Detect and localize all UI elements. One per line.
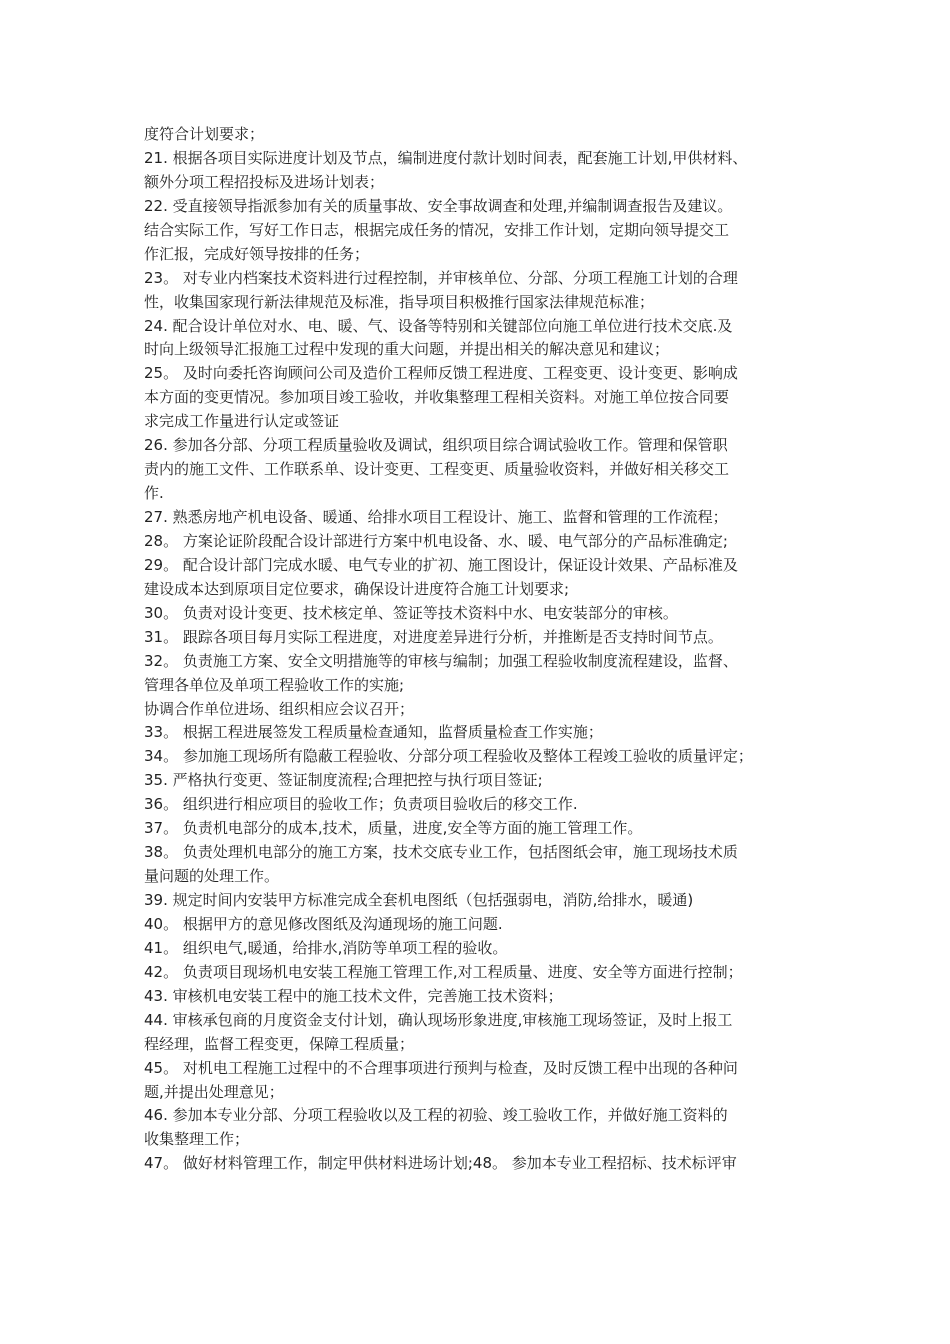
text-line: 40。 根据甲方的意见修改图纸及沟通现场的施工问题. — [144, 914, 503, 933]
text-line: 时向上级领导汇报施工过程中发现的重大问题，并提出相关的解决意见和建议； — [144, 340, 670, 359]
text-line: 35. 严格执行变更、签证制度流程;合理把控与执行项目签证; — [144, 771, 543, 790]
text-line: 建设成本达到原项目定位要求，确保设计进度符合施工计划要求; — [144, 579, 570, 598]
text-line: 31。 跟踪各项目每月实际工程进度，对进度差异进行分析，并推断是否支持时间节点。 — [144, 627, 723, 646]
text-line: 求完成工作量进行认定或签证 — [144, 412, 340, 431]
text-line: 题,并提出处理意见； — [144, 1082, 284, 1101]
text-line: 44. 审核承包商的月度资金支付计划，确认现场形象进度,审核施工现场签证，及时上报工 — [144, 1010, 733, 1029]
text-line: 38。 负责处理机电部分的施工方案，技术交底专业工作，包括图纸会审，施工现场技术质 — [144, 843, 738, 862]
text-line: 29。 配合设计部门完成水暖、电气专业的扩初、施工图设计，保证设计效果、产品标准及 — [144, 555, 738, 574]
text-line: 作. — [144, 484, 164, 503]
text-line: 43. 审核机电安装工程中的施工技术文件，完善施工技术资料； — [144, 986, 563, 1005]
text-line: 30。 负责对设计变更、技术核定单、签证等技术资料中水、电安装部分的审核。 — [144, 603, 678, 622]
text-line: 程经理，监督工程变更，保障工程质量； — [144, 1034, 415, 1053]
text-line: 32。 负责施工方案、安全文明措施等的审核与编制；加强工程验收制度流程建设，监督、 — [144, 651, 738, 670]
document-body — [144, 123, 814, 1176]
text-line: 结合实际工作，写好工作日志，根据完成任务的情况，安排工作计划，定期向领导提交工 — [144, 220, 730, 239]
text-line: 23。 对专业内档案技术资料进行过程控制，并审核单位、分部、分项工程施工计划的合理 — [144, 268, 738, 287]
text-line: 额外分项工程招投标及进场计划表； — [144, 172, 385, 191]
text-line: 22. 受直接领导指派参加有关的质量事故、安全事故调查和处理,并编制调查报告及建议。 — [144, 196, 733, 215]
text-line: 协调合作单位进场、组织相应会议召开； — [144, 699, 415, 718]
text-line: 28。 方案论证阶段配合设计部进行方案中机电设备、水、暖、电气部分的产品标准确定; — [144, 531, 728, 550]
text-line: 34。 参加施工现场所有隐蔽工程验收、分部分项工程验收及整体工程竣工验收的质量评定； — [144, 747, 753, 766]
text-line: 33。 根据工程进展签发工程质量检查通知，监督质量检查工作实施； — [144, 723, 603, 742]
text-line: 36。 组织进行相应项目的验收工作；负责项目验收后的移交工作. — [144, 795, 578, 814]
text-line: 收集整理工作； — [144, 1130, 250, 1149]
text-line: 39. 规定时间内安装甲方标准完成全套机电图纸（包括强弱电，消防,给排水，暖通) — [144, 891, 694, 909]
text-line: 作汇报，完成好领导按排的任务； — [144, 244, 370, 263]
text-line: 27. 熟悉房地产机电设备、暖通、给排水项目工程设计、施工、监督和管理的工作流程； — [144, 508, 728, 526]
text-line: 42。 负责项目现场机电安装工程施工管理工作,对工程质量、进度、安全等方面进行控制； — [144, 962, 743, 981]
text-line: 46. 参加本专业分部、分项工程验收以及工程的初验、竣工验收工作，并做好施工资料的 — [144, 1106, 728, 1125]
text-line: 性，收集国家现行新法律规范及标准，指导项目积极推行国家法律规范标准； — [144, 292, 655, 311]
text-line: 责内的施工文件、工作联系单、设计变更、工程变更、质量验收资料，并做好相关移交工 — [144, 460, 730, 479]
text-line: 37。 负责机电部分的成本,技术，质量，进度,安全等方面的施工管理工作。 — [144, 819, 643, 838]
text-line: 41。 组织电气,暖通，给排水,消防等单项工程的验收。 — [144, 938, 508, 957]
text-line: 25。 及时向委托咨询顾问公司及造价工程师反馈工程进度、工程变更、设计变更、影响成 — [144, 364, 738, 383]
text-line: 45。 对机电工程施工过程中的不合理事项进行预判与检查，及时反馈工程中出现的各种问 — [144, 1058, 738, 1077]
text-line: 21. 根据各项目实际进度计划及节点，编制进度付款计划时间表，配套施工计划,甲供材料、 — [144, 148, 748, 167]
text-line: 本方面的变更情况。参加项目竣工验收，并收集整理工程相关资料。对施工单位按合同要 — [144, 388, 730, 407]
text-line: 管理各单位及单项工程验收工作的实施; — [144, 675, 405, 694]
text-line: 26. 参加各分部、分项工程质量验收及调试，组织项目综合调试验收工作。管理和保管职 — [144, 436, 728, 455]
text-line: 24. 配合设计单位对水、电、暖、气、设备等特别和关键部位向施工单位进行技术交底.及 — [144, 316, 733, 335]
text-line: 度符合计划要求； — [144, 125, 265, 143]
text-line: 47。 做好材料管理工作，制定甲供材料进场计划;48。 参加本专业工程招标、技术标评审 — [144, 1154, 737, 1173]
text-line: 量问题的处理工作。 — [144, 867, 280, 886]
